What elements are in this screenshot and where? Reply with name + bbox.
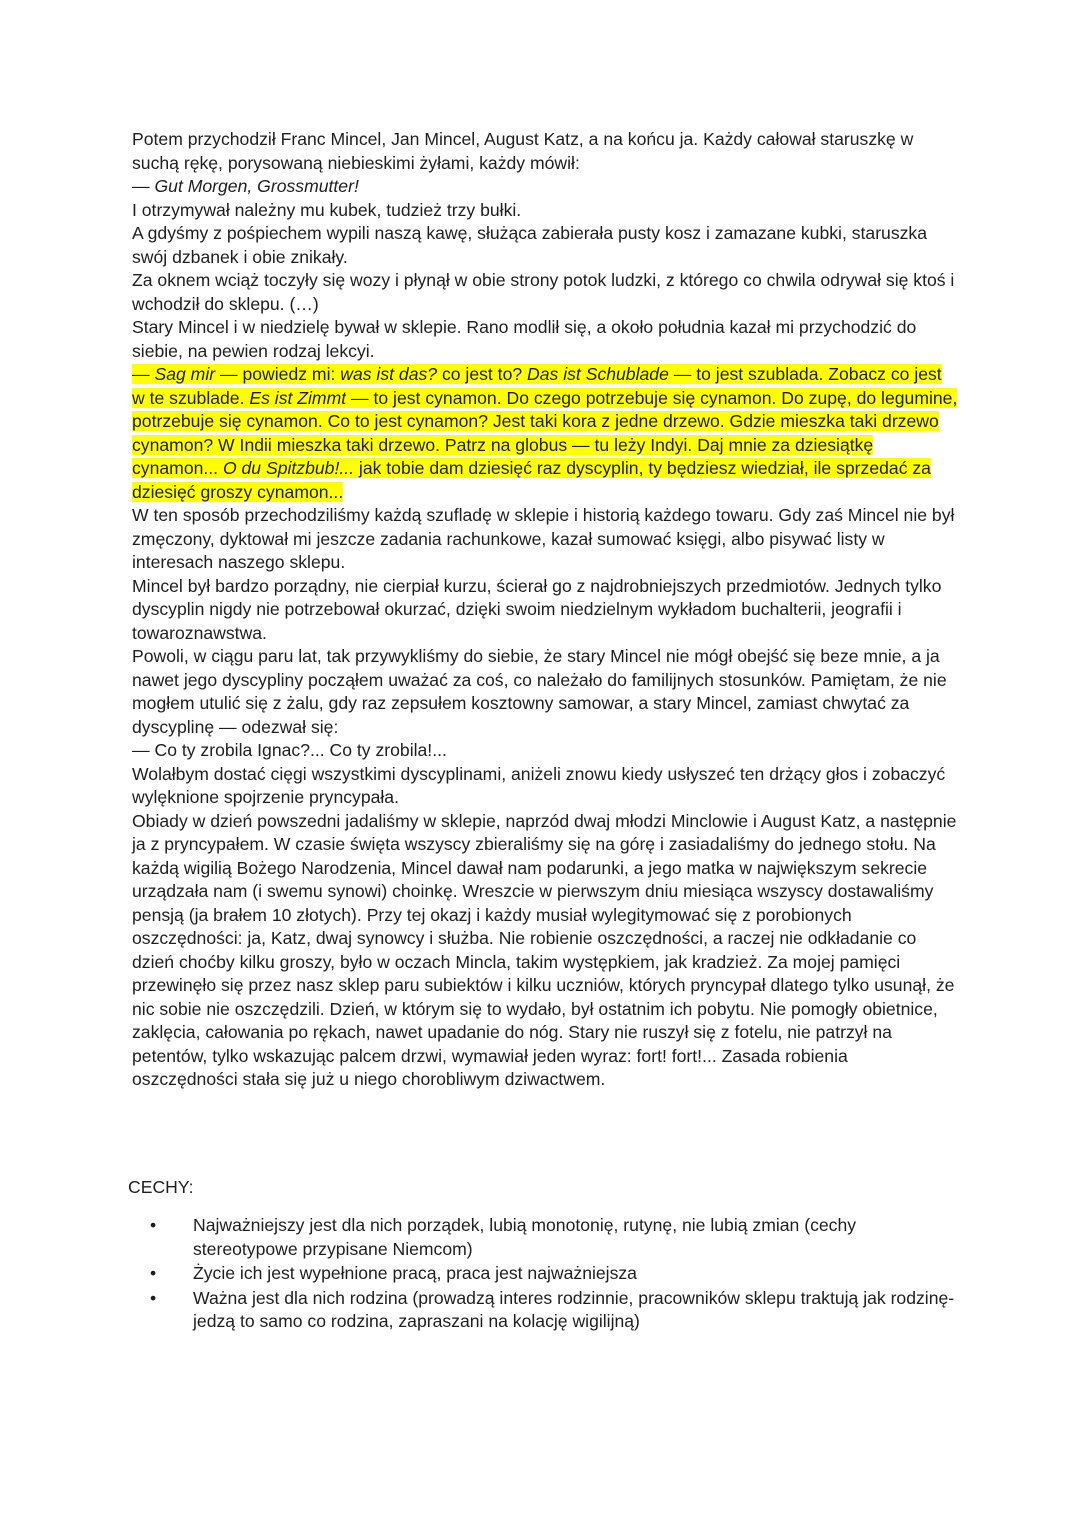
highlight-segment: powiedz mi: bbox=[242, 364, 341, 384]
trait-text: Ważna jest dla nich rodzina (prowadzą interes rodzinnie, pracowników sklepu traktują jak rodzinę- jedzą to samo co rodzina, zapraszani na kolację wigilijną) bbox=[193, 1287, 955, 1331]
list-item bbox=[150, 1214, 960, 1261]
traits-list bbox=[150, 1214, 960, 1335]
paragraph-niedziela: Stary Mincel i w niedzielę bywał w sklepie. Rano modlił się, a około południa kazał mi przychodzić do siebie, na pewien rodzaj lekcyi. bbox=[132, 317, 917, 361]
highlight-segment: Das ist Schublade bbox=[527, 364, 669, 384]
paragraph-kubek: I otrzymywał należny mu kubek, tudzież trzy bułki. bbox=[132, 199, 522, 220]
highlight-segment: — Sag mir — bbox=[132, 364, 243, 384]
bullet-icon: • bbox=[150, 1263, 157, 1283]
quote-line: — Co ty zrobila Ignac?... Co ty zrobila!... bbox=[132, 740, 447, 760]
trait-text: Życie ich jest wypełnione pracą, praca jest najważniejsza bbox=[193, 1263, 637, 1283]
document-body bbox=[128, 128, 958, 1092]
paragraph-obiady: Obiady w dzień powszedni jadaliśmy w sklepie, naprzód dwaj młodzi Minclowie i August Katz, a następnie ja z pryncypałem. W czasie święta wszyscy zbieraliśmy się na górę i zasiadaliśmy do jednego stołu. Na każdą wigilią Bożego Narodzenia, Mincel dawał nam podarunki, a jego matka w największym sekrecie urządzała nam (i swemu synowi) choinkę. Wreszcie w pierwszym dniu miesiąca wszyscy dostawaliśmy pensją (ja brałem 10 złotych). Przy tej okazj i każdy musiał wylegitymować się z porobionych oszczędności: ja, Katz, dwaj synowcy i służba. Nie robienie oszczędności, a raczej nie odkładanie co dzień choćby kilku groszy, było w oczach Mincla, takim występkiem, jak kradzież. Za mojej pamięci przewinęło się przez nasz sklep paru subiektów i kilku uczniów, których pryncypał dlatego tylko usunął, że nic sobie nie oszczędzili. Dzień, w którym się to wydało, był ostatnim ich pobytu. Nie pomogły obietnice, zaklęcia, całowania po rękach, nawet upadanie do nóg. Stary nie ruszył się z fotelu, nie patrzył na petentów, tylko wskazując palcem drzwi, wymawiał jeden wyraz: fort! fort!... Zasada robienia oszczędności stała się już u niego chorobliwym dziwactwem. bbox=[132, 810, 957, 1089]
list-item bbox=[150, 1287, 960, 1334]
highlight-segment: Es ist Zimmt bbox=[249, 387, 347, 408]
highlight-segment: was ist das? bbox=[340, 364, 438, 384]
highlighted-lesson-passage bbox=[128, 363, 958, 504]
paragraph-porzadny: Mincel był bardzo porządny, nie cierpiał kurzu, ścierał go z najdrobniejszych przedmiotów. Jednych tylko dyscyplin nigdy nie potrzebował okurzać, dzięki swoim niedzielnym wykładom buchalterii, jeografii i towaroznawstwa. bbox=[132, 575, 942, 643]
paragraph-samowar: Powoli, w ciągu paru lat, tak przywykliśmy do siebie, że stary Mincel nie mógł obejść się beze mnie, a ja nawet jego dyscypliny począłem uważać za coś, co należało do familijnych stosunków. Pamiętam, że nie mogłem utulić się z żalu, gdy raz zepsułem kosztowny samowar, a stary Mincel, zamiast chwytać za dyscyplinę — odezwał się: bbox=[132, 646, 947, 737]
paragraph-ciegi: Wolałbym dostać cięgi wszystkimi dyscyplinami, aniżeli znowu kiedy usłyszeć ten drżący głos i zobaczyć wylęknione spojrzenie pryncypała. bbox=[132, 763, 946, 807]
highlight-segment: jak tobie dam dziesięć raz dyscyplin, ty będziesz wiedział, ile sprzedać za dziesięć groszy cynamon... bbox=[132, 458, 931, 502]
paragraph-arrivals: Potem przychodził Franc Mincel, Jan Mincel, August Katz, a na końcu ja. Każdy całował staruszkę w suchą rękę, porysowaną niebieskimi żyłami, każdy mówił: bbox=[132, 129, 914, 173]
list-item bbox=[150, 1262, 960, 1286]
highlight-segment: — to jest szublada. Zobacz co jest w te szublade. bbox=[132, 364, 942, 408]
paragraph-okno: Za oknem wciąż toczyły się wozy i płynął w obie strony potok ludzki, z którego co chwila odrywał się ktoś i wchodził do sklepu. (…) bbox=[132, 270, 955, 314]
paragraph-szuflady: W ten sposób przechodziliśmy każdą szufladę w sklepie i historią każdego towaru. Gdy zaś Mincel nie był zmęczony, dyktował mi jeszcze zadania rachunkowe, kazał sumować księgi, albo pisywać listy w interesach naszego sklepu. bbox=[132, 505, 955, 572]
greeting-line: — Gut Morgen, Grossmutter! bbox=[132, 176, 359, 196]
bullet-icon: • bbox=[150, 1287, 157, 1308]
highlight-segment: O du Spitzbub!... bbox=[222, 458, 355, 478]
traits-heading: CECHY: bbox=[128, 1177, 194, 1197]
bullet-icon: • bbox=[150, 1215, 157, 1235]
trait-text: Najważniejszy jest dla nich porządek, lubią monotonię, rutynę, nie lubią zmian (cechy stereotypowe przypisane Niemcom) bbox=[193, 1215, 857, 1259]
highlight-segment: — to jest cynamon. Do czego potrzebuje się cynamon. Do zupę, do legumine, potrzebuje się cynamon. Co to jest cynamon? Jest taki kora z jedne drzewo. Gdzie mieszka taki drzewo cynamon? W Indii mieszka taki drzewo. Patrz na globus — tu leży Indyi. Daj mnie za dziesiątkę cynamon... bbox=[132, 387, 958, 478]
highlight-segment: co jest to? bbox=[437, 364, 528, 384]
paragraph-kawa: A gdyśmy z pośpiechem wypili naszą kawę, służąca zabierała pusty kosz i zamazane kubki, staruszka swój dzbanek i obie znikały. bbox=[132, 223, 928, 267]
